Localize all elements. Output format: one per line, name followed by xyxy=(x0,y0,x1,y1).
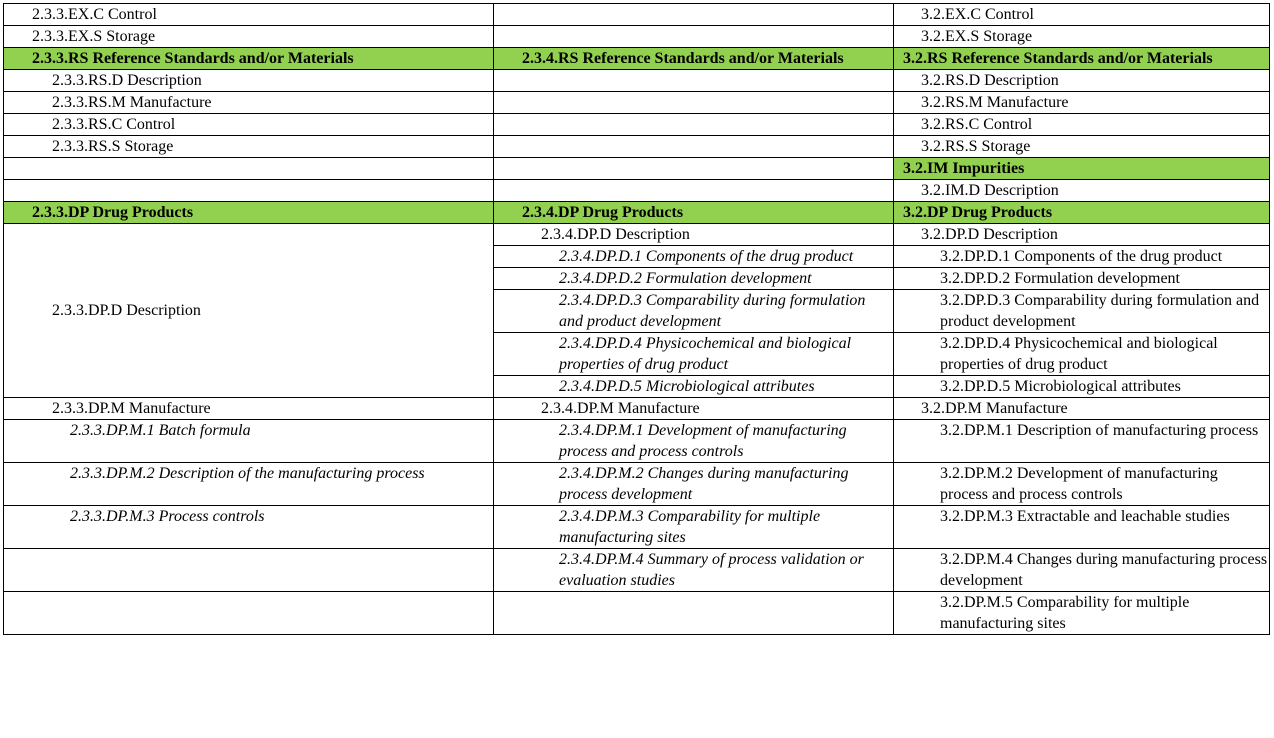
table-row xyxy=(4,114,1270,136)
cell: 2.3.4.DP.D.5 Microbiological attributes xyxy=(494,376,894,398)
cell: 2.3.3.DP.M.1 Batch formula xyxy=(4,420,494,463)
cell: 3.2.IM.D Description xyxy=(894,180,1270,202)
cell: 2.3.4.DP.D.2 Formulation development xyxy=(494,268,894,290)
cell: 2.3.3.DP.M.3 Process controls xyxy=(4,506,494,549)
table-row xyxy=(4,420,1270,463)
section-header: 2.3.4.RS Reference Standards and/or Materials xyxy=(494,48,894,70)
cell: 3.2.RS.D Description xyxy=(894,70,1270,92)
cell: 3.2.DP.D.4 Physicochemical and biological properties of drug product xyxy=(894,333,1270,376)
table-row xyxy=(4,398,1270,420)
cell: 3.2.RS.C Control xyxy=(894,114,1270,136)
cell: 3.2.EX.C Control xyxy=(894,4,1270,26)
cell: 2.3.4.DP.D Description xyxy=(494,224,894,246)
cell: 2.3.4.DP.M.1 Development of manufacturing process and process controls xyxy=(494,420,894,463)
ctd-mapping-table xyxy=(3,3,1270,635)
cell: 2.3.4.DP.M.3 Comparability for multiple manufacturing sites xyxy=(494,506,894,549)
cell: 2.3.4.DP.M Manufacture xyxy=(494,398,894,420)
cell xyxy=(494,92,894,114)
cell xyxy=(494,4,894,26)
cell: 2.3.3.DP.D Description xyxy=(4,224,494,398)
section-header: 2.3.3.DP Drug Products xyxy=(4,202,494,224)
cell: 2.3.3.RS.D Description xyxy=(4,70,494,92)
section-header: 2.3.3.RS Reference Standards and/or Materials xyxy=(4,48,494,70)
cell xyxy=(494,158,894,180)
cell: 3.2.DP.D Description xyxy=(894,224,1270,246)
cell: 3.2.DP.M.2 Development of manufacturing process and process controls xyxy=(894,463,1270,506)
cell: 2.3.3.DP.M Manufacture xyxy=(4,398,494,420)
cell xyxy=(4,592,494,635)
section-header: 3.2.RS Reference Standards and/or Materials xyxy=(894,48,1270,70)
cell: 2.3.4.DP.D.3 Comparability during formulation and product development xyxy=(494,290,894,333)
table-row xyxy=(4,158,1270,180)
cell: 2.3.4.DP.D.1 Components of the drug product xyxy=(494,246,894,268)
cell xyxy=(4,158,494,180)
cell xyxy=(494,180,894,202)
cell xyxy=(4,180,494,202)
cell xyxy=(494,136,894,158)
cell: 2.3.3.EX.C Control xyxy=(4,4,494,26)
cell: 3.2.DP.M.5 Comparability for multiple manufacturing sites xyxy=(894,592,1270,635)
cell: 3.2.DP.D.3 Comparability during formulation and product development xyxy=(894,290,1270,333)
cell: 2.3.4.DP.M.2 Changes during manufacturing process development xyxy=(494,463,894,506)
table-row xyxy=(4,592,1270,635)
cell: 2.3.4.DP.D.4 Physicochemical and biological properties of drug product xyxy=(494,333,894,376)
table-row xyxy=(4,506,1270,549)
cell: 3.2.RS.M Manufacture xyxy=(894,92,1270,114)
cell: 2.3.3.RS.S Storage xyxy=(4,136,494,158)
table-row xyxy=(4,26,1270,48)
cell: 2.3.3.RS.M Manufacture xyxy=(4,92,494,114)
cell: 3.2.DP.D.5 Microbiological attributes xyxy=(894,376,1270,398)
cell: 3.2.EX.S Storage xyxy=(894,26,1270,48)
section-header: 3.2.IM Impurities xyxy=(894,158,1270,180)
table-row xyxy=(4,180,1270,202)
cell: 3.2.DP.M.4 Changes during manufacturing process development xyxy=(894,549,1270,592)
cell: 2.3.4.DP.M.4 Summary of process validation or evaluation studies xyxy=(494,549,894,592)
cell: 3.2.DP.D.2 Formulation development xyxy=(894,268,1270,290)
table-row xyxy=(4,224,1270,246)
cell: 2.3.3.RS.C Control xyxy=(4,114,494,136)
cell: 3.2.DP.M.3 Extractable and leachable studies xyxy=(894,506,1270,549)
cell xyxy=(494,114,894,136)
section-header: 3.2.DP Drug Products xyxy=(894,202,1270,224)
section-header: 2.3.4.DP Drug Products xyxy=(494,202,894,224)
table-row xyxy=(4,70,1270,92)
cell: 3.2.RS.S Storage xyxy=(894,136,1270,158)
cell xyxy=(4,549,494,592)
table-row xyxy=(4,136,1270,158)
cell: 3.2.DP.D.1 Components of the drug product xyxy=(894,246,1270,268)
cell: 3.2.DP.M Manufacture xyxy=(894,398,1270,420)
cell: 2.3.3.EX.S Storage xyxy=(4,26,494,48)
table-row xyxy=(4,549,1270,592)
section-header-row xyxy=(4,48,1270,70)
cell xyxy=(494,592,894,635)
cell xyxy=(494,70,894,92)
table-row xyxy=(4,92,1270,114)
table-row xyxy=(4,463,1270,506)
cell xyxy=(494,26,894,48)
cell: 3.2.DP.M.1 Description of manufacturing process xyxy=(894,420,1270,463)
section-header-row xyxy=(4,202,1270,224)
table-row xyxy=(4,4,1270,26)
cell: 2.3.3.DP.M.2 Description of the manufacturing process xyxy=(4,463,494,506)
